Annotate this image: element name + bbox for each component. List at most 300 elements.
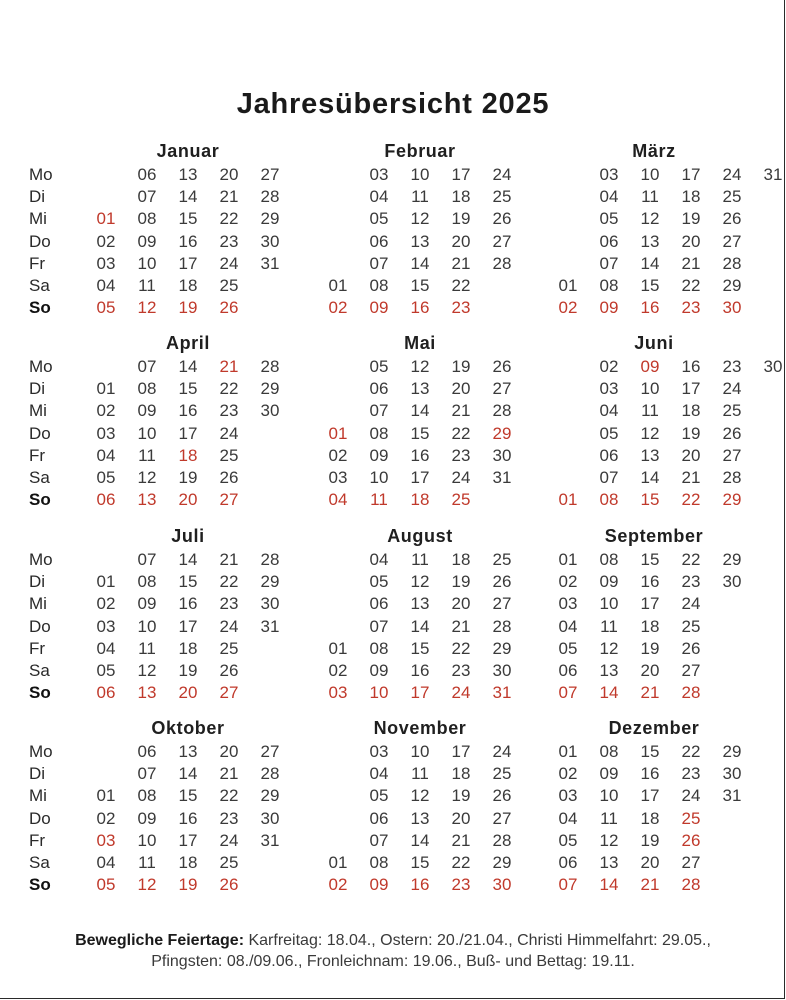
calendar-day: 07: [137, 550, 157, 569]
month-name: Juni: [634, 333, 674, 353]
calendar-day: 30: [260, 808, 280, 828]
calendar-day: 24: [219, 423, 239, 443]
weekday-label: Mo: [29, 165, 53, 184]
calendar-day: 13: [410, 594, 430, 614]
calendar-day: 28: [492, 830, 512, 850]
calendar-day: 23: [219, 594, 239, 614]
calendar-day: 07: [558, 875, 578, 895]
calendar-day: 28: [681, 875, 701, 895]
calendar-day: 14: [410, 253, 430, 273]
weekday-label: Sa: [29, 661, 50, 680]
weekday-label: Mi: [29, 786, 47, 806]
calendar-day: 15: [410, 853, 430, 872]
weekday-label: Do: [29, 808, 51, 828]
calendar-day: 11: [411, 764, 429, 784]
calendar-day: 30: [722, 572, 742, 592]
calendar-day: 23: [451, 445, 471, 465]
calendar-day: 26: [722, 209, 742, 229]
calendar-day: 05: [369, 572, 389, 592]
calendar-day: 22: [451, 276, 471, 295]
calendar-day: 07: [599, 468, 619, 487]
calendar-day: 11: [138, 276, 156, 295]
footer-line-2: Pfingsten: 08./09.06., Fronleichnam: 19.06., Buß- und Bettag: 19.11.: [151, 953, 635, 970]
calendar-day: 29: [260, 209, 280, 229]
calendar-day: 10: [369, 683, 389, 703]
calendar-day: 14: [599, 875, 619, 895]
calendar-day: 28: [681, 683, 701, 703]
calendar-day: 31: [722, 786, 742, 806]
calendar-day: 11: [411, 187, 429, 207]
calendar-day: 03: [558, 594, 578, 614]
calendar-day: 12: [137, 468, 157, 487]
calendar-day: 13: [410, 808, 430, 828]
calendar-day: 25: [722, 187, 742, 207]
calendar-day: 05: [369, 209, 389, 229]
calendar-day: 05: [558, 638, 578, 658]
calendar-day: 30: [722, 764, 742, 784]
weekday-label: So: [29, 298, 51, 318]
weekday-label: Di: [29, 572, 46, 592]
calendar-day: 11: [138, 638, 156, 658]
calendar-day: 20: [451, 808, 471, 828]
calendar-day: 23: [681, 572, 701, 592]
calendar-day: 15: [410, 638, 430, 658]
calendar-day: 04: [328, 490, 348, 510]
calendar-day: 23: [219, 401, 239, 421]
calendar-day: 13: [640, 445, 660, 465]
calendar-day: 25: [451, 490, 471, 510]
calendar-day: 18: [681, 401, 701, 421]
calendar-day: 14: [178, 550, 198, 569]
calendar-day: 27: [492, 594, 512, 614]
calendar-day: 17: [178, 253, 198, 273]
calendar-day: 13: [410, 379, 430, 399]
calendar-day: 20: [681, 231, 701, 251]
calendar-day: 03: [96, 253, 116, 273]
calendar-day: 17: [681, 165, 701, 184]
calendar-day: 16: [178, 808, 198, 828]
calendar-day: 21: [451, 401, 471, 421]
calendar-day: 28: [260, 764, 280, 784]
calendar-day: 10: [137, 253, 157, 273]
calendar-day: 02: [558, 572, 578, 592]
calendar-day: 24: [451, 468, 471, 487]
calendar-day: 16: [410, 298, 430, 318]
calendar-day: 03: [328, 683, 348, 703]
calendar-day: 31: [260, 830, 280, 850]
calendar-day: 02: [328, 661, 348, 680]
calendar-day: 27: [492, 379, 512, 399]
weekday-label: Mo: [29, 742, 53, 761]
calendar-day: 31: [492, 683, 512, 703]
calendar-day: 10: [137, 423, 157, 443]
calendar-day: 02: [96, 594, 116, 614]
calendar-day: 09: [599, 572, 619, 592]
calendar-day: 26: [722, 423, 742, 443]
calendar-day: 18: [178, 853, 198, 872]
calendar-day: 25: [492, 764, 512, 784]
calendar-day: 15: [410, 276, 430, 295]
calendar-day: 16: [410, 875, 430, 895]
calendar-day: 25: [722, 401, 742, 421]
calendar-day: 01: [558, 490, 578, 510]
calendar-day: 15: [640, 550, 660, 569]
calendar-day: 29: [722, 550, 742, 569]
calendar-day: 03: [96, 830, 116, 850]
calendar-day: 27: [219, 490, 239, 510]
calendar-day: 10: [410, 165, 430, 184]
calendar-day: 24: [219, 253, 239, 273]
weekday-label: Mo: [29, 550, 53, 569]
calendar-day: 09: [369, 445, 389, 465]
calendar-day: 08: [137, 572, 157, 592]
calendar-day: 25: [492, 550, 512, 569]
calendar-day: 05: [369, 357, 389, 376]
calendar-day: 02: [96, 808, 116, 828]
calendar-day: 12: [410, 572, 430, 592]
weekday-label: Fr: [29, 638, 46, 658]
weekday-label: Fr: [29, 445, 46, 465]
calendar-day: 13: [410, 231, 430, 251]
calendar-day: 30: [492, 661, 512, 680]
calendar-day: 20: [640, 853, 660, 872]
calendar-day: 25: [219, 445, 239, 465]
calendar-day: 27: [492, 231, 512, 251]
calendar-day: 01: [558, 742, 578, 761]
calendar-day: 14: [178, 187, 198, 207]
calendar-day: 21: [640, 683, 660, 703]
calendar-day: 19: [640, 638, 660, 658]
calendar-day: 13: [178, 742, 198, 761]
calendar-day: 20: [681, 445, 701, 465]
calendar-day: 27: [681, 661, 701, 680]
calendar-day: 12: [410, 786, 430, 806]
calendar-day: 01: [328, 276, 348, 295]
calendar-day: 02: [599, 357, 619, 376]
calendar-day: 13: [599, 661, 619, 680]
calendar-day: 23: [681, 298, 701, 318]
calendar-day: 18: [681, 187, 701, 207]
month-name: September: [604, 526, 704, 546]
calendar-day: 03: [599, 379, 619, 399]
calendar-day: 27: [722, 445, 742, 465]
weekday-label: Do: [29, 616, 51, 636]
calendar-day: 20: [178, 683, 198, 703]
calendar-day: 01: [96, 572, 116, 592]
calendar-day: 10: [410, 742, 430, 761]
weekday-label: Sa: [29, 468, 50, 487]
calendar-day: 18: [451, 187, 471, 207]
calendar-day: 28: [492, 401, 512, 421]
calendar-day: 22: [681, 276, 701, 295]
calendar-day: 11: [370, 490, 388, 510]
footer-line-1: [0, 930, 786, 951]
calendar-day: 15: [178, 379, 198, 399]
calendar-day: 26: [681, 638, 701, 658]
calendar-day: 20: [219, 742, 239, 761]
calendar-day: 23: [219, 808, 239, 828]
calendar-day: 22: [681, 490, 701, 510]
calendar-day: 13: [137, 683, 157, 703]
calendar-day: 21: [451, 830, 471, 850]
weekday-label: Fr: [29, 253, 46, 273]
calendar-day: 12: [137, 298, 157, 318]
calendar-day: 15: [640, 742, 660, 761]
calendar-day: 17: [410, 468, 430, 487]
calendar-day: 04: [369, 550, 389, 569]
calendar-day: 10: [640, 379, 660, 399]
calendar-day: 30: [260, 594, 280, 614]
calendar-day: 10: [599, 786, 619, 806]
calendar-day: 09: [369, 298, 389, 318]
calendar-day: 21: [681, 253, 701, 273]
calendar-day: 08: [599, 742, 619, 761]
calendar-day: 25: [219, 276, 239, 295]
calendar-day: 25: [219, 638, 239, 658]
calendar-day: 26: [219, 875, 239, 895]
month-name: Mai: [404, 333, 436, 353]
calendar-day: 27: [260, 742, 280, 761]
calendar-day: 09: [137, 594, 157, 614]
calendar-day: 18: [451, 550, 471, 569]
calendar-day: 22: [451, 638, 471, 658]
weekday-label: Mi: [29, 401, 47, 421]
calendar-day: 16: [681, 357, 701, 376]
calendar-day: 04: [558, 616, 578, 636]
calendar-day: 26: [492, 572, 512, 592]
calendar-day: 28: [492, 253, 512, 273]
calendar-day: 16: [640, 572, 660, 592]
calendar-day: 15: [178, 209, 198, 229]
calendar-day: 29: [722, 276, 742, 295]
calendar-day: 06: [96, 683, 116, 703]
calendar-day: 02: [328, 875, 348, 895]
calendar-day: 15: [640, 490, 660, 510]
weekday-label: So: [29, 490, 51, 510]
calendar-day: 30: [763, 357, 783, 376]
calendar-day: 18: [178, 445, 198, 465]
calendar-day: 07: [369, 401, 389, 421]
footer-text-1: Karfreitag: 18.04., Ostern: 20./21.04., Christi Himmelfahrt: 29.05.,: [248, 932, 711, 949]
calendar-day: 11: [641, 401, 659, 421]
calendar-day: 07: [137, 187, 157, 207]
calendar-day: 14: [410, 401, 430, 421]
calendar-day: 13: [599, 853, 619, 872]
weekday-label: So: [29, 683, 51, 703]
calendar-day: 29: [492, 423, 512, 443]
month-name: März: [632, 141, 676, 161]
weekday-label: Fr: [29, 830, 46, 850]
calendar-day: 12: [599, 830, 619, 850]
calendar-day: 14: [178, 357, 198, 376]
calendar-day: 18: [178, 638, 198, 658]
calendar-day: 29: [722, 742, 742, 761]
calendar-day: 17: [451, 165, 471, 184]
weekday-label: Mi: [29, 594, 47, 614]
calendar-day: 06: [369, 594, 389, 614]
calendar-day: 19: [178, 468, 198, 487]
calendar-day: 16: [410, 661, 430, 680]
calendar-day: 05: [599, 209, 619, 229]
calendar-day: 05: [558, 830, 578, 850]
calendar-day: 10: [137, 616, 157, 636]
calendar-day: 29: [260, 572, 280, 592]
calendar-day: 30: [492, 875, 512, 895]
calendar-day: 20: [640, 661, 660, 680]
calendar-day: 08: [369, 638, 389, 658]
calendar-day: 24: [681, 786, 701, 806]
calendar-day: 26: [681, 830, 701, 850]
calendar-day: 20: [178, 490, 198, 510]
calendar-day: 01: [328, 853, 348, 872]
calendar-day: 05: [96, 661, 116, 680]
calendar-day: 26: [219, 661, 239, 680]
weekday-label: Sa: [29, 853, 50, 872]
calendar-day: 19: [681, 423, 701, 443]
calendar-day: 28: [260, 357, 280, 376]
calendar-day: 09: [369, 875, 389, 895]
calendar-day: 14: [410, 616, 430, 636]
calendar-day: 08: [599, 550, 619, 569]
calendar-day: 12: [410, 357, 430, 376]
calendar-day: 12: [640, 423, 660, 443]
calendar-day: 08: [369, 423, 389, 443]
calendar-day: 16: [178, 594, 198, 614]
calendar-day: 04: [369, 187, 389, 207]
calendar-day: 29: [722, 490, 742, 510]
calendar-day: 23: [451, 661, 471, 680]
calendar-day: 19: [451, 357, 471, 376]
calendar-day: 03: [558, 786, 578, 806]
calendar-day: 27: [260, 165, 280, 184]
calendar-day: 06: [369, 379, 389, 399]
calendar-day: 21: [219, 357, 239, 376]
calendar-day: 01: [558, 550, 578, 569]
calendar-day: 12: [599, 638, 619, 658]
calendar-day: 23: [219, 231, 239, 251]
calendar-day: 17: [178, 830, 198, 850]
calendar-day: 11: [138, 853, 156, 872]
calendar-day: 23: [451, 875, 471, 895]
calendar-day: 28: [722, 253, 742, 273]
calendar-day: 17: [410, 683, 430, 703]
calendar-day: 16: [178, 401, 198, 421]
calendar-day: 27: [492, 808, 512, 828]
calendar-day: 24: [722, 379, 742, 399]
calendar-day: 02: [328, 298, 348, 318]
month-name: Juli: [171, 526, 205, 546]
movable-holidays-note: [0, 930, 786, 972]
calendar-day: 26: [219, 298, 239, 318]
calendar-day: 14: [599, 683, 619, 703]
calendar-day: 30: [260, 231, 280, 251]
calendar-day: 19: [681, 209, 701, 229]
calendar-day: 09: [137, 231, 157, 251]
calendar-day: 06: [137, 742, 157, 761]
calendar-day: 29: [492, 853, 512, 872]
calendar-day: 09: [599, 764, 619, 784]
calendar-day: 21: [451, 616, 471, 636]
calendar-day: 27: [219, 683, 239, 703]
calendar-day: 08: [369, 276, 389, 295]
calendar-day: 08: [137, 786, 157, 806]
calendar-day: 28: [492, 616, 512, 636]
calendar-day: 19: [178, 298, 198, 318]
calendar-day: 01: [328, 638, 348, 658]
calendar-day: 18: [640, 808, 660, 828]
calendar-day: 10: [640, 165, 660, 184]
calendar-day: 07: [558, 683, 578, 703]
calendar-day: 14: [410, 830, 430, 850]
calendar-day: 06: [369, 231, 389, 251]
calendar-day: 22: [219, 209, 239, 229]
calendar-day: 14: [640, 253, 660, 273]
calendar-day: 17: [178, 616, 198, 636]
calendar-day: 18: [410, 490, 430, 510]
calendar-day: 04: [599, 187, 619, 207]
calendar-day: 21: [451, 253, 471, 273]
calendar-day: 12: [137, 875, 157, 895]
calendar-day: 16: [640, 298, 660, 318]
calendar-day: 19: [451, 786, 471, 806]
calendar-day: 09: [640, 357, 660, 376]
month-name: Oktober: [151, 718, 225, 738]
calendar-day: 02: [96, 231, 116, 251]
calendar-day: 06: [599, 445, 619, 465]
calendar-day: 28: [260, 187, 280, 207]
calendar-day: 07: [369, 253, 389, 273]
calendar-day: 20: [451, 594, 471, 614]
calendar-day: 23: [722, 357, 742, 376]
calendar-day: 05: [96, 875, 116, 895]
calendar-day: 03: [96, 616, 116, 636]
calendar-day: 24: [451, 683, 471, 703]
calendar-day: 01: [96, 786, 116, 806]
calendar-day: 22: [219, 572, 239, 592]
calendar-day: 07: [137, 357, 157, 376]
calendar-day: 03: [599, 165, 619, 184]
calendar-day: 20: [219, 165, 239, 184]
calendar-day: 29: [260, 786, 280, 806]
calendar-day: 06: [558, 661, 578, 680]
calendar-day: 15: [410, 423, 430, 443]
calendar-day: 30: [492, 445, 512, 465]
calendar-day: 15: [178, 786, 198, 806]
calendar-day: 13: [178, 165, 198, 184]
calendar-day: 23: [681, 764, 701, 784]
calendar-day: 08: [137, 379, 157, 399]
calendar-day: 19: [451, 209, 471, 229]
calendar-day: 06: [96, 490, 116, 510]
calendar-day: 29: [492, 638, 512, 658]
calendar-day: 05: [96, 468, 116, 487]
calendar-day: 21: [219, 550, 239, 569]
month-name: Januar: [156, 141, 220, 161]
calendar-day: 16: [178, 231, 198, 251]
calendar-day: 04: [96, 445, 116, 465]
calendar-day: 16: [410, 445, 430, 465]
calendar-day: 15: [640, 276, 660, 295]
calendar-day: 11: [641, 187, 659, 207]
calendar-day: 24: [722, 165, 742, 184]
calendar-day: 08: [369, 853, 389, 872]
calendar-day: 09: [369, 661, 389, 680]
calendar-day: 19: [640, 830, 660, 850]
calendar-day: 07: [137, 764, 157, 784]
calendar-day: 12: [640, 209, 660, 229]
calendar-day: 21: [681, 468, 701, 487]
calendar-day: 22: [451, 423, 471, 443]
